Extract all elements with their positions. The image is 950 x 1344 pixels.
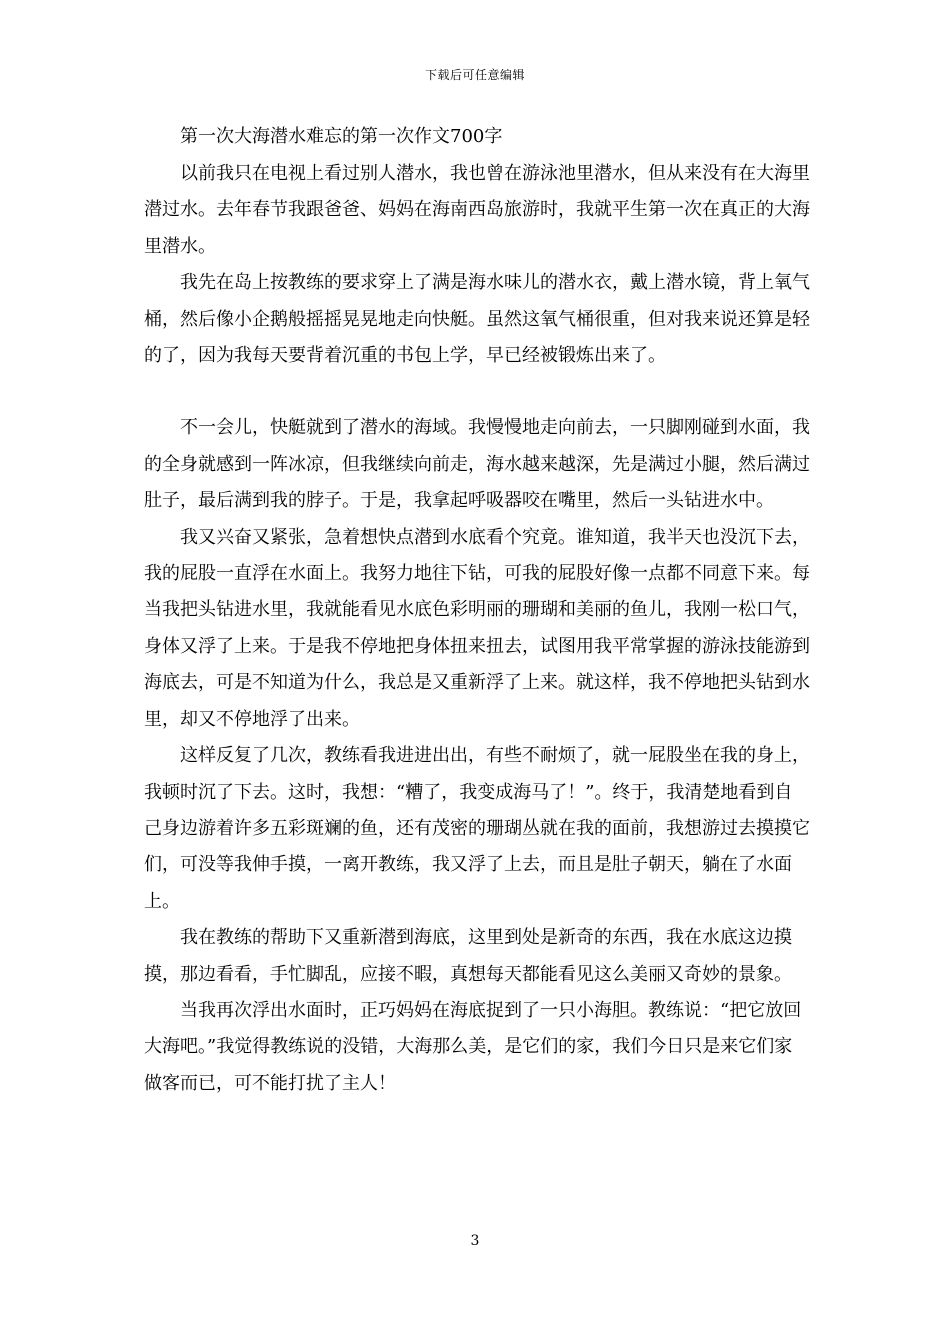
paragraph-1: 以前我只在电视上看过别人潜水，我也曾在游泳池里潜水，但从来没有在大海里潜过水。去年春节我跟爸爸、妈妈在海南西岛旅游时，我就平生第一次在真正的大海里潜水。 [144, 163, 810, 257]
page-number: 3 [470, 1233, 480, 1249]
essay-title: 第一次大海潜水难忘的第一次作文700字 [180, 126, 503, 147]
paragraph-3: 不一会儿，快艇就到了潜水的海域。我慢慢地走向前去，一只脚刚碰到水面，我的全身就感到一阵冰凉，但我继续向前走，海水越来越深，先是满过小腿，然后满过肚子，最后满到我的脖子。于是，我拿起呼吸器咬在嘴里，然后一头钻进水中。 [144, 417, 810, 512]
paragraph-4: 我又兴奋又紧张，急着想快点潜到水底看个究竟。谁知道，我半天也没沉下去，我的屁股一直浮在水面上。我努力地往下钻，可我的屁股好像一点都不同意下来。每当我把头钻进水里，我就能看见水底色彩明丽的珊瑚和美丽的鱼儿，我刚一松口气，身体又浮了上来。于是我不停地把身体扭来扭去，试图用我平常掌握的游泳技能游到海底去，可是不知道为什么，我总是又重新浮了上来。就这样，我不停地把头钻到水里，却又不停地浮了出来。 [144, 526, 810, 730]
paragraph-6: 我在教练的帮助下又重新潜到海底，这里到处是新奇的东西，我在水底这边摸摸，那边看看，手忙脚乱，应接不暇，真想每天都能看见这么美丽又奇妙的景象。 [144, 927, 792, 985]
paragraph-5: 这样反复了几次，教练看我进进出出，有些不耐烦了，就一屁股坐在我的身上，我顿时沉了下去。这时，我想：“糟了，我变成海马了！”。终于，我清楚地看到自己身边游着许多五彩斑斓的鱼，还有茂密的珊瑚丛就在我的面前，我想游过去摸摸它们，可没等我伸手摸，一离开教练，我又浮了上去，而且是肚子朝天，躺在了水面上。 [144, 745, 810, 912]
paragraph-2: 我先在岛上按教练的要求穿上了满是海水味儿的潜水衣，戴上潜水镜，背上氧气桶，然后像小企鹅般摇摇晃晃地走向快艇。虽然这氧气桶很重，但对我来说还算是轻的了，因为我每天要背着沉重的书包上学，早已经被锻炼出来了。 [144, 272, 810, 367]
paragraph-7: 当我再次浮出水面时，正巧妈妈在海底捉到了一只小海胆。教练说：“把它放回大海吧。”我觉得教练说的没错，大海那么美，是它们的家，我们今日只是来它们家做客而已，可不能打扰了主人！ [144, 999, 802, 1094]
page-header: 下载后可任意编辑 [424, 68, 525, 82]
document-body [144, 122, 810, 1102]
paragraph-spacer [144, 374, 810, 410]
